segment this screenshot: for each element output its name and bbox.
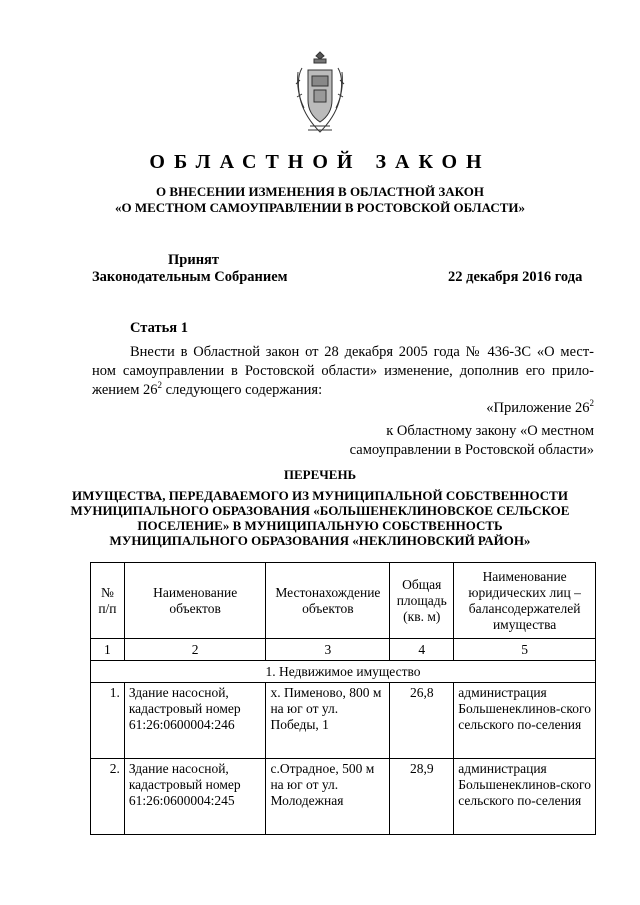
header-cell: Местонахождение объектов	[266, 563, 390, 639]
appendix-label: «Приложение $26^2$	[486, 398, 594, 416]
adopted-by: Законодательным Собранием	[92, 269, 288, 285]
article-paragraph	[92, 343, 594, 400]
article-heading: Статья 1	[130, 320, 188, 336]
list-subtitle: ИМУЩЕСТВА, ПЕРЕДАВАЕМОГО ИЗ МУНИЦИПАЛЬНОЙ СОБСТВЕННОСТИ МУНИЦИПАЛЬНОГО ОБРАЗОВАНИЯ «БОЛЬШЕНЕКЛИНОВСКОЕ СЕЛЬСКОЕ ПОСЕЛЕНИЕ» В МУНИЦИПАЛЬНУЮ СОБСТВЕННОСТЬ МУНИЦИПАЛЬНОГО ОБРАЗОВАНИЯ «НЕКЛИНОВСКИЙ РАЙОН»	[70, 488, 570, 548]
table-row: 2. Здание насосной, кадастровый номер 61:26:0600004:245 с.Отрадное, 500 м на юг от ул. Молодежная 28,9 администрация Большенеклинов-ского сельского по-селения	[91, 759, 596, 835]
adopted-date: 22 декабря 2016 года	[448, 269, 583, 285]
header-cell: № п/п	[91, 563, 125, 639]
section-title: 1. Недвижимое имущество	[91, 661, 596, 683]
column-number-row: 1 2 3 4 5	[91, 639, 596, 661]
appendix-reference: к Областному закону «О местном самоуправлении в Ростовской области»	[349, 423, 594, 458]
law-title: ОБЛАСТНОЙ ЗАКОН	[149, 151, 491, 173]
law-subtitle	[0, 184, 640, 216]
coat-of-arms-emblem	[294, 50, 346, 136]
list-title: ПЕРЕЧЕНЬ	[283, 467, 357, 482]
header-cell: Наименование юридических лиц – балансодержателей имущества	[454, 563, 596, 639]
table-row: 1. Здание насосной, кадастровый номер 61:26:0600004:246 х. Пименово, 800 м на юг от ул. Победы, 1 26,8 администрация Большенеклинов-ского сельского по-селения	[91, 683, 596, 759]
adopted-label: Принят	[168, 252, 220, 268]
header-cell: Наименование объектов	[124, 563, 266, 639]
property-table	[90, 562, 596, 835]
subtitle-line: «О МЕСТНОМ САМОУПРАВЛЕНИИ В РОСТОВСКОЙ ОБЛАСТИ»	[115, 200, 525, 215]
section-row	[91, 661, 596, 683]
subtitle-line: О ВНЕСЕНИИ ИЗМЕНЕНИЯ В ОБЛАСТНОЙ ЗАКОН	[156, 184, 484, 199]
paragraph-line: жением $26^2$ следующего содержания:	[92, 380, 323, 398]
paragraph-line: Внести в Областной закон от 28 декабря 2005 года № 436-ЗС «О мест-	[130, 344, 594, 360]
paragraph-line: ном самоуправлении в Ростовской области» изменение, дополнив его прило-	[92, 363, 594, 379]
table-header-row	[91, 563, 596, 639]
header-cell: Общая площадь (кв. м)	[390, 563, 454, 639]
